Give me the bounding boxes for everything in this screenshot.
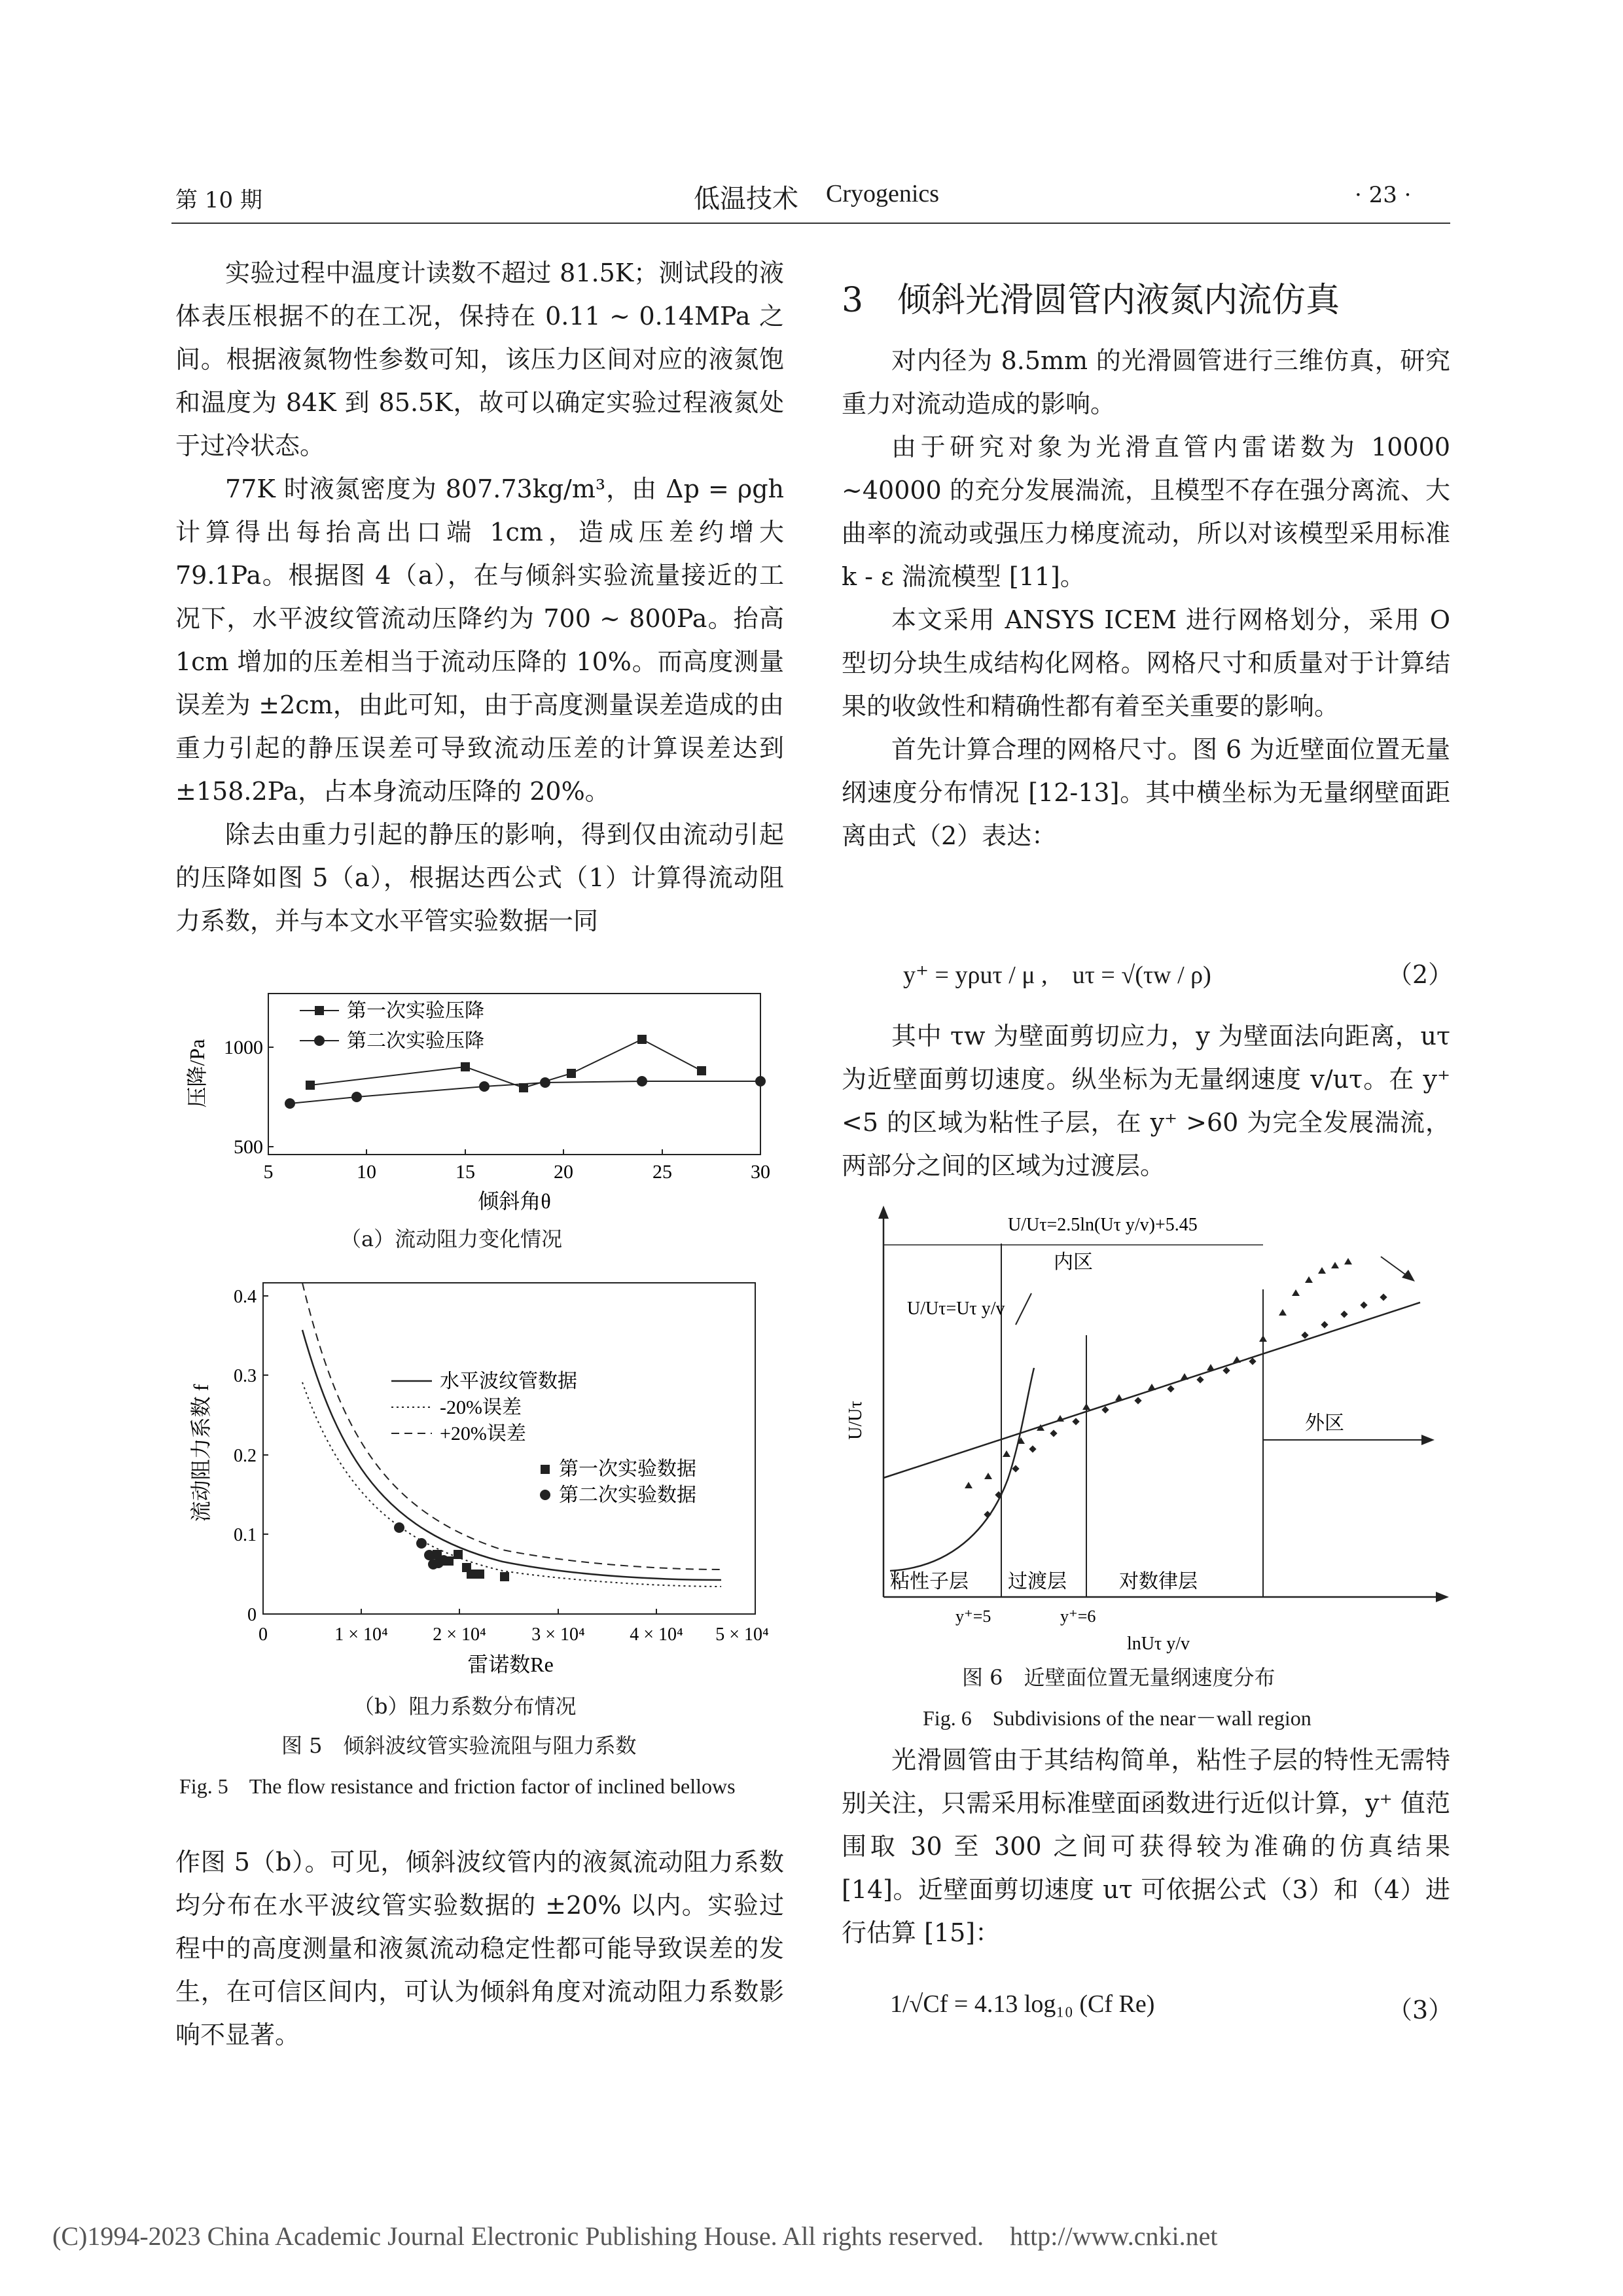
xtick: 20 (554, 1161, 573, 1183)
figure-6-caption-en: Fig. 6 Subdivisions of the near－wall region (923, 1706, 1311, 1730)
figure-6 (844, 1204, 1453, 1656)
linear-law-label: U/Uτ=Uτ y/v (907, 1299, 1005, 1319)
figure-6-chart (844, 1204, 1453, 1656)
log-law-label: U/Uτ=2.5ln(Uτ y/v)+5.45 (1008, 1215, 1198, 1235)
marker (475, 1570, 484, 1579)
viscous-sublayer-label: 粘性子层 (890, 1571, 969, 1592)
ytick: 500 (234, 1136, 263, 1158)
marker (394, 1522, 404, 1533)
right-column-mid (842, 1014, 1450, 1187)
buffer-layer-label: 过渡层 (1008, 1571, 1067, 1592)
paragraph: 光滑圆管由于其结构简单，粘性子层的特性无需特别关注，只需采用标准壁面函数进行近似计算，y⁺ 值范围取 30 至 300 之间可获得较为准确的仿真结果 [14]。近壁面剪切速度 uτ 可依据公式（3）和（4）进行估算 [15]： (842, 1746, 1450, 1947)
x-axis-label: 倾斜角θ (478, 1189, 551, 1213)
paragraph: 对内径为 8.5mm 的光滑圆管进行三维仿真，研究重力对流动造成的影响。 (842, 346, 1450, 418)
plot-frame (268, 994, 760, 1155)
marker (424, 1550, 435, 1560)
ytick: 0 (247, 1605, 257, 1625)
figure-5a-caption: （a）流动阻力变化情况 (340, 1227, 563, 1251)
ytick: 0.1 (234, 1525, 257, 1545)
marker (467, 1570, 476, 1579)
xtick: 15 (455, 1161, 475, 1183)
copyright-footer: (C)1994-2023 China Academic Journal Electronic Publishing House. All rights reserved. http://www.cnki.net (52, 2221, 1218, 2251)
y-axis-label: 压降/Pa (185, 1039, 209, 1108)
legend-dash: +20%误差 (440, 1423, 526, 1444)
legend-first: 第一次实验压降 (347, 1000, 484, 1022)
equation-2: y⁺ = yρuτ / μ , uτ = √(τw / ρ) (903, 961, 1211, 989)
figure-6-caption-cn: 图 6 近壁面位置无量纲速度分布 (962, 1665, 1275, 1690)
paragraph: 实验过程中温度计读数不超过 81.5K；测试段的液体表压根据不的在工况，保持在 0.11 ~ 0.14MPa 之间。根据液氮物性参数可知，该压力区间对应的液氮饱和温度为 84K 到 85.5K，故可以确定实验过程液氮处于过冷状态。 (175, 259, 784, 460)
marker (454, 1550, 463, 1559)
marker (637, 1035, 647, 1044)
paragraph: 77K 时液氮密度为 807.73kg/m³，由 Δp = ρgh 计算得出每抬高出口端 1cm，造成压差约增大 79.1Pa。根据图 4（a），在与倾斜实验流量接近的工况下，水平波纹管流动压降约为 700 ~ 800Pa。抬高 1cm 增加的压差相当于流动压降的 10%。而高度测量误差为 ±2cm，由此可知，由于高度测量误差造成的由重力引起的静压误差可导致流动压差的计算误差达到 ±158.2Pa，占本身流动压降的 20%。 (175, 475, 784, 806)
paragraph: 其中 τw 为壁面剪切应力，y 为壁面法向距离，uτ 为近壁面剪切速度。纵坐标为无量纲速度 v/uτ。在 y⁺ <5 的区域为粘性子层，在 y⁺ >60 为完全发展湍流，两部分之间的区域为过渡层。 (842, 1022, 1450, 1180)
marker (479, 1081, 490, 1092)
x-axis-label: lnUτ y/v (1126, 1634, 1190, 1654)
marker (637, 1076, 647, 1086)
xtick: 3 × 10⁴ (531, 1624, 585, 1645)
page-number: · 23 · (1355, 182, 1412, 208)
figure-5b-chart (175, 1270, 791, 1689)
figure-5b (175, 1270, 791, 1689)
plot-frame (263, 1283, 755, 1614)
marker (306, 1081, 315, 1090)
log-law-layer-label: 对数律层 (1119, 1571, 1198, 1592)
xtick: 5 (263, 1161, 274, 1183)
paragraph: 本文采用 ANSYS ICEM 进行网格划分，采用 O 型切分块生成结构化网格。网格尺寸和质量对于计算结果的收敛性和精确性都有着至关重要的影响。 (842, 605, 1450, 721)
xtick: 4 × 10⁴ (630, 1624, 683, 1645)
header-rule (171, 223, 1450, 224)
marker (351, 1092, 362, 1102)
equation-2-number: （2） (1387, 960, 1454, 989)
y-axis-label: 流动阻力系数 f (189, 1384, 213, 1522)
left-column-bottom (175, 1840, 784, 2056)
figure-5-caption-en: Fig. 5 The flow resistance and friction factor of inclined bellows (179, 1774, 736, 1798)
section-title: 3 倾斜光滑圆管内液氮内流仿真 (842, 281, 1340, 320)
outer-region-label: 外区 (1305, 1412, 1344, 1434)
paragraph: 作图 5（b）。可见，倾斜波纹管内的液氮流动阻力系数均分布在水平波纹管实验数据的 ±20% 以内。实验过程中的高度测量和液氮流动稳定性都可能导致误差的发生，在可信区间内，可认为倾斜角度对流动阻力系数影响不显著。 (175, 1848, 784, 2049)
curve-horizontal-data (302, 1330, 721, 1580)
right-column-top (842, 339, 1450, 857)
equation-3-number: （3） (1387, 1996, 1454, 2024)
y-axis-label: U/Uτ (846, 1401, 866, 1440)
xtick: 10 (357, 1161, 376, 1183)
ytick: 0.2 (234, 1446, 257, 1466)
legend-square: 第一次实验数据 (559, 1458, 696, 1480)
xtick: 2 × 10⁴ (433, 1624, 486, 1645)
issue-number: 第 10 期 (175, 187, 262, 213)
marker (567, 1069, 576, 1078)
y-plus-6-label: y⁺=6 (1060, 1607, 1096, 1626)
marker (285, 1098, 295, 1109)
paragraph: 首先计算合理的网格尺寸。图 6 为近壁面位置无量纲速度分布情况 [12-13]。其中横坐标为无量纲壁面距离由式（2）表达： (842, 735, 1450, 850)
legend-second: 第二次实验压降 (347, 1030, 484, 1052)
marker (438, 1555, 449, 1566)
x-axis-label: 雷诺数Re (467, 1653, 554, 1676)
xtick: 5 × 10⁴ (715, 1624, 769, 1645)
equation-3: 1/√Cf = 4.13 log₁₀ (Cf Re) (890, 1990, 1155, 2018)
paragraph: 由于研究对象为光滑直管内雷诺数为 10000 ~40000 的充分发展湍流，且模型不存在强分离流、大曲率的流动或强压力梯度流动，所以对该模型采用标准 k - ε 湍流模型 [11]。 (842, 433, 1450, 591)
legend-solid: 水平波纹管数据 (440, 1371, 577, 1392)
figure-5b-caption: （b）阻力系数分布情况 (353, 1694, 577, 1719)
journal-title-en: Cryogenics (826, 180, 940, 207)
inner-region-label: 内区 (1054, 1251, 1093, 1273)
right-column-bottom (842, 1738, 1450, 1954)
y-plus-5-label: y⁺=5 (955, 1607, 991, 1626)
marker (755, 1076, 766, 1086)
journal-title-cn: 低温技术 (694, 184, 798, 214)
paragraph: 除去由重力引起的静压的影响，得到仅由流动引起的压降如图 5（a），根据达西公式（1）计算得流动阻力系数，并与本文水平管实验数据一同 (175, 820, 784, 935)
marker (416, 1538, 427, 1549)
legend-dot: -20%误差 (440, 1397, 522, 1418)
marker (461, 1062, 470, 1071)
xtick: 25 (652, 1161, 672, 1183)
marker (697, 1066, 706, 1075)
figure-5-caption-cn: 图 5 倾斜波纹管实验流阻与阻力系数 (281, 1733, 637, 1758)
left-column-top (175, 251, 784, 942)
xtick: 1 × 10⁴ (334, 1624, 388, 1645)
legend-circle: 第二次实验数据 (559, 1484, 696, 1506)
xtick: 30 (751, 1161, 770, 1183)
xtick: 0 (259, 1624, 268, 1645)
marker (540, 1077, 550, 1088)
ytick: 1000 (224, 1037, 263, 1058)
ytick: 0.3 (234, 1366, 257, 1386)
marker (500, 1572, 509, 1581)
ytick: 0.4 (234, 1287, 257, 1307)
